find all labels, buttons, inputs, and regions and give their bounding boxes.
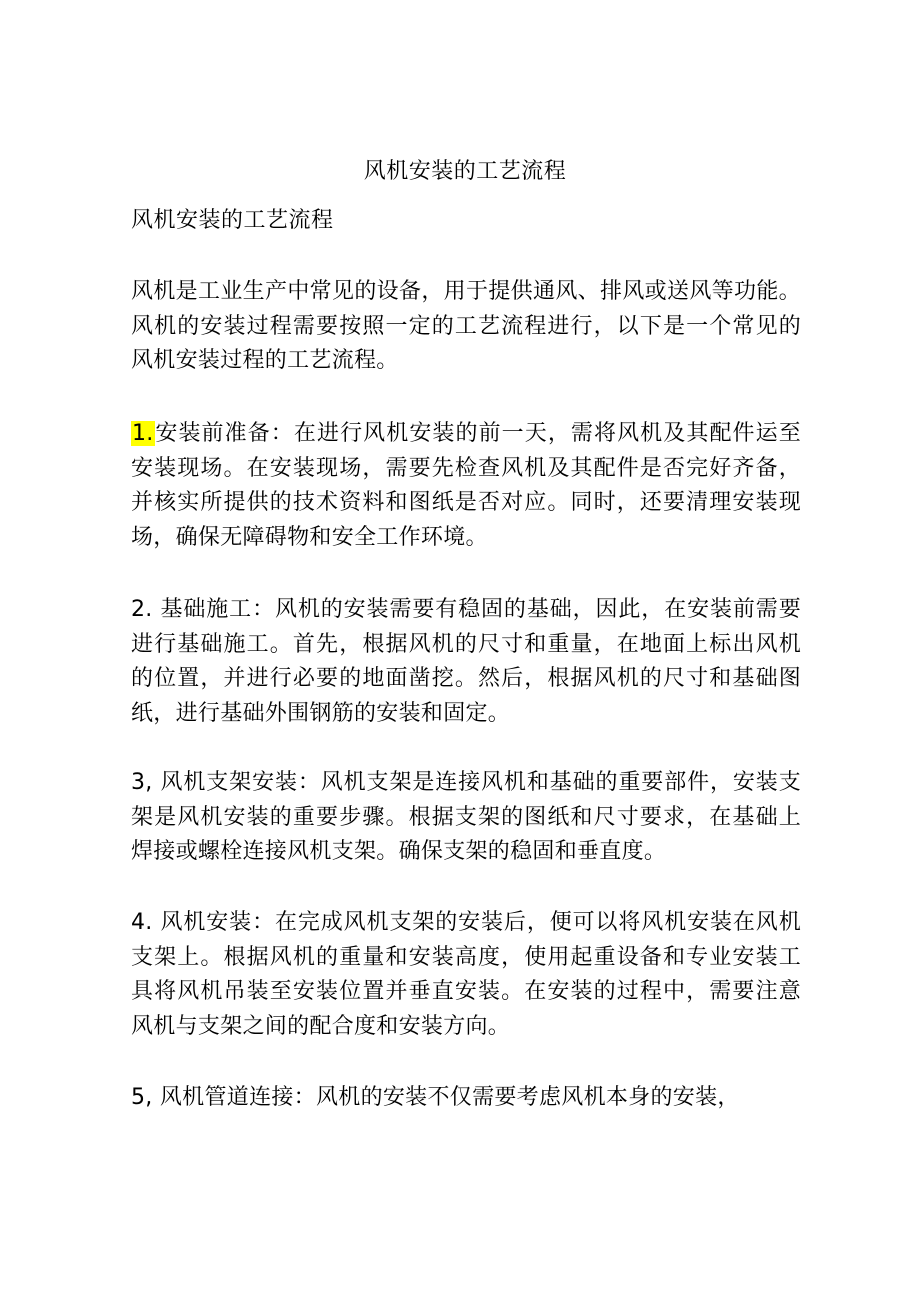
paragraph-line: 3, 风机支架安装：风机支架是连接风机和基础的重要部件，安装支 <box>131 770 801 795</box>
step-4-paragraph <box>131 906 801 1044</box>
paragraph-line: 具将风机吊装至安装位置并垂直安装。在安装的过程中，需要注意 <box>131 979 801 1004</box>
document-subtitle: 风机安装的工艺流程 <box>131 208 334 233</box>
paragraph-line: 的位置，并进行必要的地面凿挖。然后，根据风机的尺寸和基础图 <box>131 666 801 691</box>
paragraph-line: 安装现场。在安装现场，需要先检查风机及其配件是否完好齐备， <box>131 455 801 481</box>
paragraph-line: 纸，进行基础外围钢筋的安装和固定。 <box>131 700 511 726</box>
paragraph-line: 风机是工业生产中常见的设备，用于提供通风、排风或送风等功能。 <box>131 279 801 304</box>
paragraph-line: 焊接或螺栓连接风机支架。确保支架的稳固和垂直度。 <box>131 839 667 864</box>
paragraph-line: 并核实所提供的技术资料和图纸是否对应。同时，还要清理安装现 <box>131 490 801 515</box>
paragraph-line: 场，确保无障碍物和安全工作环境。 <box>131 524 488 550</box>
paragraph-line: 进行基础施工。首先，根据风机的尺寸和重量，在地面上标出风机 <box>131 631 801 657</box>
paragraph-line: 2. 基础施工：风机的安装需要有稳固的基础，因此，在安装前需要 <box>131 597 801 622</box>
intro-paragraph <box>131 275 801 379</box>
paragraph-line: 支架上。根据风机的重量和安装高度，使用起重设备和专业安装工 <box>131 944 801 970</box>
step-2-paragraph <box>131 593 801 731</box>
paragraph-line: 5, 风机管道连接：风机的安装不仅需要考虑风机本身的安装， <box>131 1085 740 1110</box>
step-1-paragraph <box>131 417 801 555</box>
paragraph-line <box>131 417 801 452</box>
document-title: 风机安装的工艺流程 <box>363 159 567 184</box>
paragraph-line: 风机安装过程的工艺流程。 <box>131 348 399 373</box>
step-1-first-line: 安装前准备：在进行风机安装的前一天，需将风机及其配件运至 <box>154 421 801 446</box>
highlighted-step-number: 1. <box>132 421 154 446</box>
paragraph-line: 4. 风机安装：在完成风机支架的安装后，便可以将风机安装在风机 <box>131 910 801 935</box>
paragraph-line: 风机的安装过程需要按照一定的工艺流程进行，以下是一个常见的 <box>131 313 801 339</box>
step-3-paragraph <box>131 766 801 870</box>
paragraph-line: 架是风机安装的重要步骤。根据支架的图纸和尺寸要求，在基础上 <box>131 804 801 830</box>
step-5-paragraph <box>131 1081 801 1116</box>
paragraph-line: 风机与支架之间的配合度和安装方向。 <box>131 1013 511 1039</box>
